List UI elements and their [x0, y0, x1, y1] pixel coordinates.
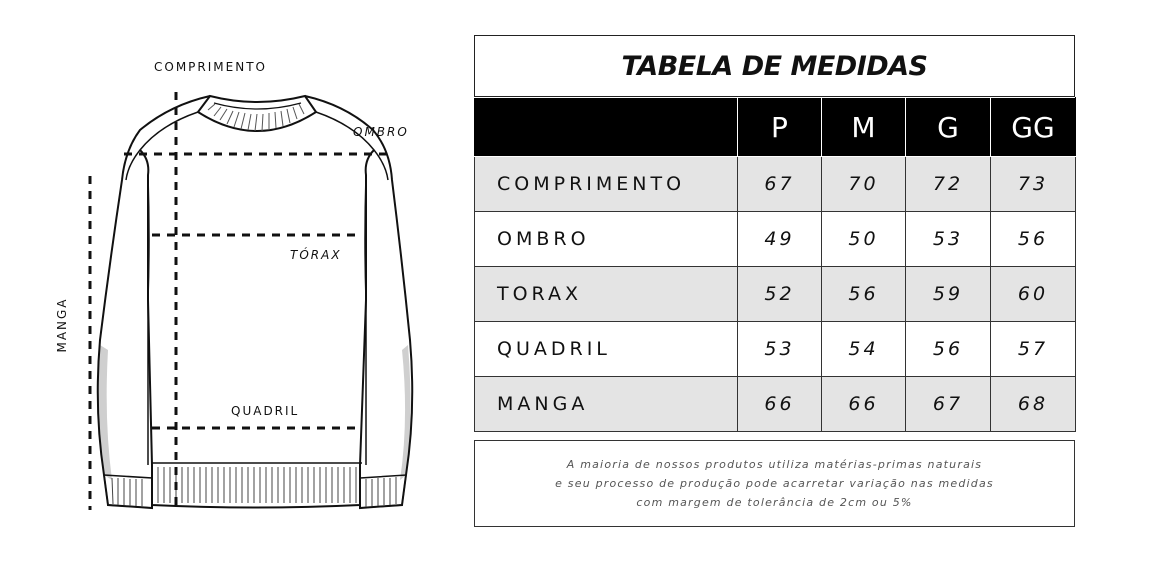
label-comprimento: COMPRIMENTO — [154, 60, 267, 74]
table-row — [475, 267, 1076, 322]
size-table — [474, 35, 1075, 432]
sweater-diagram — [0, 0, 470, 576]
cell-value: 56 — [822, 267, 906, 322]
sweater-illustration — [0, 0, 470, 576]
table-title-box — [474, 35, 1075, 97]
cell-value: 67 — [906, 377, 991, 432]
cell-value: 68 — [991, 377, 1076, 432]
table-title: TABELA DE MEDIDAS — [621, 50, 928, 82]
label-torax: TÓRAX — [290, 248, 342, 262]
cell-value: 60 — [991, 267, 1076, 322]
cell-value: 73 — [991, 157, 1076, 212]
header-size-gg: GG — [991, 98, 1076, 157]
cell-value: 54 — [822, 322, 906, 377]
cell-value: 67 — [738, 157, 822, 212]
cell-value: 56 — [906, 322, 991, 377]
table-row — [475, 377, 1076, 432]
tolerance-note — [474, 440, 1075, 527]
cell-value: 50 — [822, 212, 906, 267]
measurements-table — [474, 97, 1076, 432]
cell-value: 53 — [906, 212, 991, 267]
table-row — [475, 157, 1076, 212]
row-label: OMBRO — [475, 212, 738, 267]
label-manga: MANGA — [55, 297, 69, 353]
cell-value: 52 — [738, 267, 822, 322]
label-quadril: QUADRIL — [231, 404, 300, 418]
header-row — [475, 98, 1076, 157]
row-label: COMPRIMENTO — [475, 157, 738, 212]
cell-value: 53 — [738, 322, 822, 377]
cell-value: 57 — [991, 322, 1076, 377]
row-label: TORAX — [475, 267, 738, 322]
cell-value: 49 — [738, 212, 822, 267]
cell-value: 72 — [906, 157, 991, 212]
cell-value: 56 — [991, 212, 1076, 267]
cell-value: 66 — [738, 377, 822, 432]
cell-value: 59 — [906, 267, 991, 322]
row-label: MANGA — [475, 377, 738, 432]
cell-value: 70 — [822, 157, 906, 212]
label-ombro: OMBRO — [353, 125, 409, 139]
header-size-m: M — [822, 98, 906, 157]
header-size-g: G — [906, 98, 991, 157]
table-row — [475, 212, 1076, 267]
row-label: QUADRIL — [475, 322, 738, 377]
note-line-3: com margem de tolerância de 2cm ou 5% — [636, 496, 913, 509]
header-size-p: P — [738, 98, 822, 157]
note-line-2: e seu processo de produção pode acarretar variação nas medidas — [555, 477, 994, 490]
header-blank — [475, 98, 738, 157]
table-row — [475, 322, 1076, 377]
cell-value: 66 — [822, 377, 906, 432]
note-line-1: A maioria de nossos produtos utiliza matérias-primas naturais — [566, 458, 983, 471]
